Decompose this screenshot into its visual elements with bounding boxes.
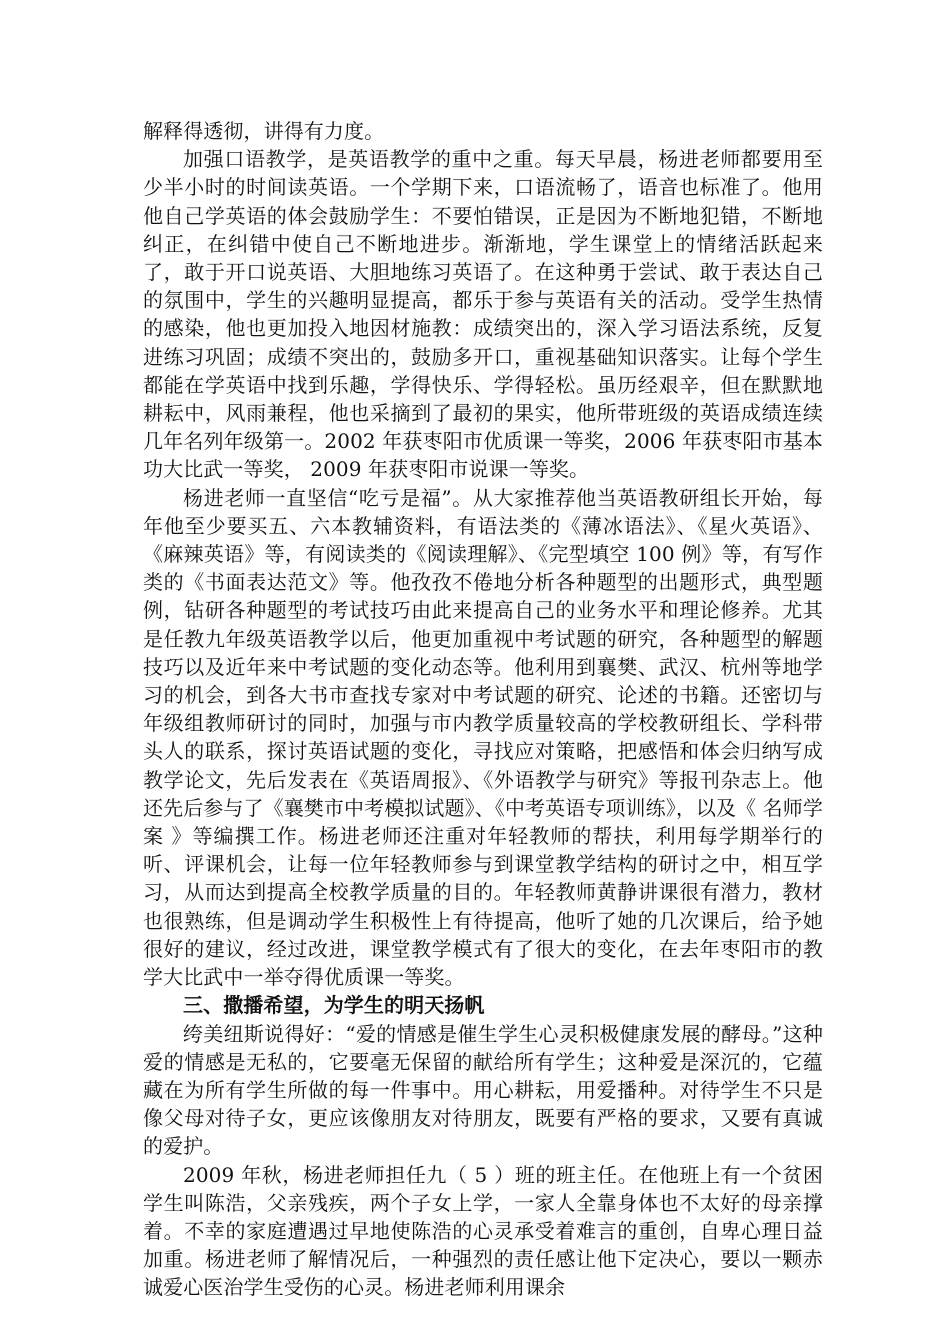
paragraph-love-quote: 绔美纽斯说得好：“爱的情感是催生学生心灵积极健康发展的酵母。”这种爱的情感是无私的，它要毫无保留的献给所有学生；这种爱是深沉的，它蕴藏在为所有学生所做的每一件事中。用心耕耘，用爱播种。对待学生不只是像父母对待子女，更应该像朋友对待朋友，既要有严格的要求，又要有真诚的爱护。 [143,1021,823,1159]
paragraph-student-story: 2009 年秋，杨进老师担任九（ 5 ）班的班主任。在他班上有一个贫困学生叫陈浩，父亲残疾，两个子女上学，一家人全靠身体也不太好的母亲撑着。不幸的家庭遭遇过早地使陈浩的心灵承受着难言的重创，自卑心理日益加重。杨进老师了解情况后，一种强烈的责任感让他下定决心，要以一颗赤诚爱心医治学生受伤的心灵。杨进老师利用课余 [143,1162,823,1300]
paragraph-research-group: 杨进老师一直坚信“吃亏是福”。从大家推荐他当英语教研组长开始，每年他至少要买五、六本教辅资料，有语法类的《薄冰语法》、《星火英语》、《麻辣英语》等，有阅读类的《阅读理解》、《完型填空 100 例》等，有写作类的《书面表达范文》等。他孜孜不倦地分析各种题型的出题形式，典型题例，钻研各种题型的考试技巧由此来提高自己的业务水平和理论修养。尤其是任教九年级英语教学以后，他更加重视中考试题的研究，各种题型的解题技巧以及近年来中考试题的变化动态等。他利用到襄樊、武汉、杭州等地学习的机会，到各大书市查找专家对中考试题的研究、论述的书籍。还密切与年级组教师研讨的同时，加强与市内教学质量较高的学校教研组长、学科带头人的联系，探讨英语试题的变化，寻找应对策略，把感悟和体会归纳写成教学论文，先后发表在《英语周报》、《外语教学与研究》等报刊杂志上。他还先后参与了《襄樊市中考模拟试题》、《中考英语专项训练》，以及《 名师学案 》等编撰工作。杨进老师还注重对年轻教师的帮扶，利用每学期举行的听、评课机会，让每一位年轻教师参与到课堂教学结构的研讨之中，相互学习，从而达到提高全校教学质量的目的。年轻教师黄静讲课很有潜力，教材也很熟练，但是调动学生积极性上有待提高，他听了她的几次课后，给予她很好的建议，经过改进，课堂教学模式有了很大的变化，在去年枣阳市的教学大比武中一举夺得优质课一等奖。 [143,485,823,990]
section-heading: 三、撒播希望，为学生的明天扬帆 [183,993,485,1018]
paragraph-oral-english: 加强口语教学，是英语教学的重中之重。每天早晨，杨进老师都要用至少半小时的时间读英语。一个学期下来，口语流畅了，语音也标准了。他用他自己学英语的体会鼓励学生：不要怕错误，正是因为不断地犯错，不断地纠正，在纠错中使自己不断地进步。渐渐地，学生课堂上的情绪活跃起来了，敢于开口说英语、大胆地练习英语了。在这种勇于尝试、敢于表达自己的氛围中，学生的兴趣明显提高，都乐于参与英语有关的活动。受学生热情的感染，他也更加投入地因材施教：成绩突出的，深入学习语法系统，反复进练习巩固；成绩不突出的，鼓励多开口，重视基础知识落实。让每个学生都能在学英语中找到乐趣，学得快乐、学得轻松。虽历经艰辛，但在默默地耕耘中，风雨兼程，他也采摘到了最初的果实，他所带班级的英语成绩连续几年名列年级第一。2002 年获枣阳市优质课一等奖，2006 年获枣阳市基本功大比武一等奖， 2009 年获枣阳市说课一等奖。 [143,147,823,482]
paragraph-continuation: 解释得透彻，讲得有力度。 [143,119,385,143]
document-page [143,117,823,1302]
